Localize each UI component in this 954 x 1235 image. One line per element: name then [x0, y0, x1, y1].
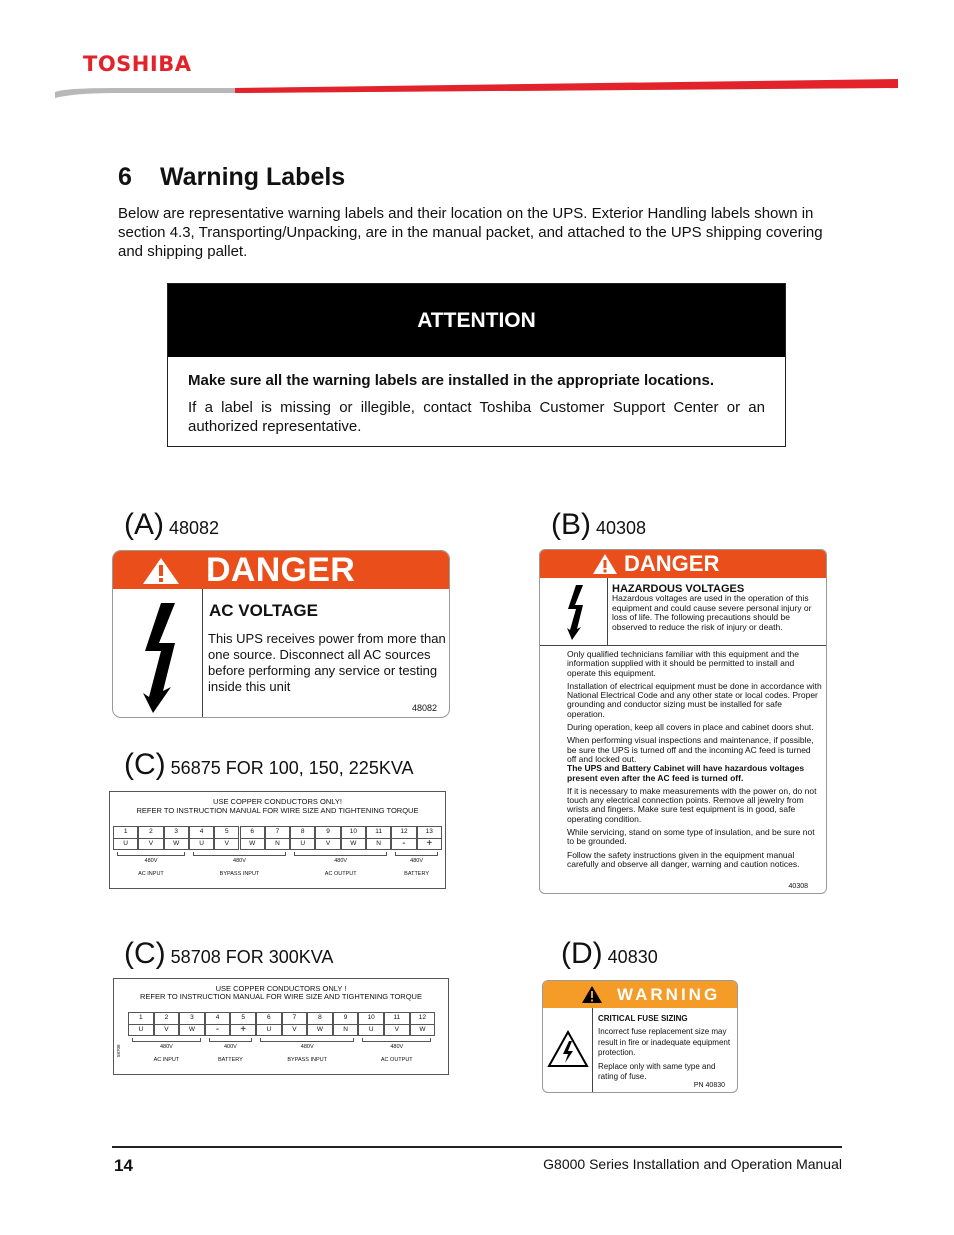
- terminal-number: 12: [391, 826, 416, 838]
- label-b-part-number: 40308: [788, 883, 808, 890]
- terminal-group-bracket: [209, 1038, 252, 1042]
- caption-a-letter: (A): [124, 508, 164, 541]
- lightning-bolt-icon: [141, 601, 181, 713]
- terminal-phase: V: [384, 1024, 410, 1036]
- terminal-phase: U: [256, 1024, 282, 1036]
- manual-title: G8000 Series Installation and Operation Manual: [543, 1156, 842, 1172]
- caption-c2-code: 58708 FOR 300KVA: [170, 947, 334, 967]
- label-b-heading-text: Hazardous voltages are used in the operation of this equipment and could cause severe personal injury or loss of life. The following precautions should be observed to reduce the risk of injury or death.: [612, 593, 812, 632]
- label-b-paragraph: Installation of electrical equipment must be done in accordance with National Electrical Code and any other state or local codes. Proper grounding and conductor sizing must be installed for safe operation.: [567, 680, 822, 719]
- label-b-body: [567, 650, 822, 873]
- terminal-voltage: 480V: [410, 858, 424, 864]
- caption-c1-code: 56875 FOR 100, 150, 225KVA: [170, 758, 414, 778]
- caption-a-code: 48082: [169, 518, 220, 538]
- terminal-voltage: 400V: [223, 1044, 237, 1050]
- lightning-bolt-icon: [566, 584, 586, 640]
- terminal-voltage: 480V: [144, 858, 158, 864]
- terminal-number: 6: [256, 1012, 282, 1024]
- caption-c2-letter: (C): [124, 937, 166, 970]
- terminal-group-bracket: [362, 1038, 431, 1042]
- header-swoosh-bar: [55, 78, 898, 98]
- terminal-number: 7: [282, 1012, 308, 1024]
- electric-hazard-icon: [547, 1030, 589, 1068]
- terminal-group-bracket: [294, 852, 387, 856]
- terminal-number: 2: [154, 1012, 180, 1024]
- warning-triangle-icon: [581, 985, 603, 1004]
- caption-b: [551, 508, 646, 542]
- terminal-phase: W: [179, 1024, 205, 1036]
- terminal-phase: W: [164, 838, 189, 850]
- terminal-phase: +: [230, 1024, 256, 1036]
- terminal-group-label: BYPASS INPUT: [219, 871, 260, 877]
- label-d-part-number: PN 40830: [693, 1082, 725, 1089]
- terminal-number: 2: [138, 826, 163, 838]
- terminal-group-label: AC INPUT: [138, 871, 164, 877]
- terminal-phase: +: [417, 838, 442, 850]
- label-b-paragraph: If it is necessary to make measurements with the power on, do not touch any electrical connection points. Remove all jewelry from wrists and fingers. Make sure test equipment is in good, safe operating condition.: [567, 785, 817, 824]
- terminal-phase: U: [358, 1024, 384, 1036]
- footer-rule: [112, 1146, 842, 1148]
- terminal-number: 10: [358, 1012, 384, 1024]
- terminal-voltage: 480V: [300, 1044, 314, 1050]
- terminal-voltage: 480V: [390, 1044, 404, 1050]
- label-b-heading: HAZARDOUS VOLTAGES: [612, 583, 745, 595]
- terminal-label-c2: [113, 978, 449, 1075]
- caption-a: [124, 508, 219, 542]
- label-b-title: DANGER: [624, 551, 720, 576]
- terminal-group-bracket: [132, 1038, 201, 1042]
- attention-title: ATTENTION: [168, 284, 785, 357]
- danger-label-a: [112, 550, 450, 718]
- terminal-number: 8: [290, 826, 315, 838]
- caption-d-letter: (D): [561, 937, 603, 970]
- terminal-phase: V: [138, 838, 163, 850]
- terminal-phase: U: [189, 838, 214, 850]
- intro-paragraph: Below are representative warning labels and their location on the UPS. Exterior Handling labels shown in section 4.3, Transporting/Unpacking, are in the manual packet, and attached to the UPS shipping covering and shipping pallet.: [118, 205, 823, 260]
- attention-text: If a label is missing or illegible, contact Toshiba Customer Support Center or an authorized representative.: [188, 399, 765, 435]
- terminal-phase: V: [282, 1024, 308, 1036]
- terminal-number: 3: [164, 826, 189, 838]
- terminal-phase: N: [333, 1024, 359, 1036]
- toshiba-logo: TOSHIBA: [83, 52, 192, 76]
- terminal-phase: -: [391, 838, 416, 850]
- terminal-number: 9: [315, 826, 340, 838]
- terminal-number: 11: [384, 1012, 410, 1024]
- label-b-bold-paragraph: The UPS and Battery Cabinet will have hazardous voltages present even after the AC feed is turned off.: [567, 763, 805, 783]
- label-a-title: DANGER: [206, 550, 356, 589]
- terminal-phase: U: [113, 838, 138, 850]
- terminal-number: 7: [265, 826, 290, 838]
- terminal-number: 11: [366, 826, 391, 838]
- caption-c2: [124, 937, 333, 971]
- page-number: 14: [114, 1156, 133, 1175]
- terminal-group-label: BATTERY: [404, 871, 430, 877]
- terminal-phase: N: [366, 838, 391, 850]
- label-d-text2: Replace only with same type and rating of fuse.: [598, 1061, 716, 1081]
- label-d-text: [598, 1027, 733, 1083]
- danger-label-b: [539, 549, 827, 894]
- section-title: Warning Labels: [160, 163, 346, 191]
- terminal-group-bracket: [193, 852, 286, 856]
- terminal-phase: U: [128, 1024, 154, 1036]
- label-c1-note1: USE COPPER CONDUCTORS ONLY!: [213, 797, 342, 806]
- terminal-phase: U: [290, 838, 315, 850]
- terminal-number: 5: [230, 1012, 256, 1024]
- terminal-number: 9: [333, 1012, 359, 1024]
- terminal-number: 1: [113, 826, 138, 838]
- caption-c1: [124, 748, 414, 782]
- terminal-group-label: AC OUTPUT: [380, 1057, 413, 1063]
- label-a-text: This UPS receives power from more than one source. Disconnect all AC sources before performing any service or testing inside this unit: [208, 631, 446, 694]
- caption-d: [561, 937, 658, 971]
- terminal-voltage: 480V: [159, 1044, 173, 1050]
- label-b-paragraph: While servicing, stand on some type of insulation, and be sure not to be grounded.: [567, 827, 815, 847]
- terminal-number: 6: [240, 826, 265, 838]
- terminal-number: 3: [179, 1012, 205, 1024]
- label-d-title: WARNING: [617, 984, 721, 1004]
- label-c2-note1: USE COPPER CONDUCTORS ONLY !: [215, 984, 347, 993]
- section-number: 6: [118, 163, 132, 191]
- label-d-text1: Incorrect fuse replacement size may result in fire or inadequate equipment protection.: [598, 1027, 731, 1057]
- warning-triangle-icon: [592, 553, 618, 575]
- terminal-number: 5: [214, 826, 239, 838]
- terminal-number: 1: [128, 1012, 154, 1024]
- terminal-phase: W: [307, 1024, 333, 1036]
- attention-bold-text: Make sure all the warning labels are installed in the appropriate locations.: [188, 372, 714, 389]
- terminal-phase: V: [214, 838, 239, 850]
- terminal-group-label: AC OUTPUT: [324, 871, 357, 877]
- label-b-paragraph: During operation, keep all covers in place and cabinet doors shut.: [567, 722, 814, 733]
- warning-triangle-icon: [141, 556, 181, 586]
- label-c2-note2: REFER TO INSTRUCTION MANUAL FOR WIRE SIZE AND TIGHTENING TORQUE: [140, 992, 422, 1001]
- attention-box: [167, 283, 786, 447]
- terminal-group-label: BATTERY: [217, 1057, 243, 1063]
- warning-label-d: [542, 980, 738, 1093]
- terminal-phase: N: [265, 838, 290, 850]
- terminal-group-bracket: [260, 1038, 354, 1042]
- terminal-number: 8: [307, 1012, 333, 1024]
- terminal-voltage: 480V: [334, 858, 348, 864]
- terminal-group-label: AC INPUT: [153, 1057, 180, 1063]
- label-b-paragraph: Only qualified technicians familiar with this equipment and the information supplied with it should be permitted to install and operate this equipment.: [567, 649, 799, 678]
- section-heading: [118, 163, 345, 192]
- terminal-label-c1: [109, 791, 446, 889]
- label-d-subtitle: CRITICAL FUSE SIZING: [598, 1014, 688, 1023]
- label-a-subtitle: AC VOLTAGE: [209, 601, 318, 620]
- caption-b-letter: (B): [551, 508, 591, 541]
- terminal-number: 4: [189, 826, 214, 838]
- terminal-number: 4: [205, 1012, 231, 1024]
- caption-d-code: 40830: [607, 947, 658, 967]
- label-b-paragraph: When performing visual inspections and maintenance, if possible, be sure the UPS is turned off and the incoming AC feed is turned off and locked out.: [567, 735, 814, 764]
- terminal-group-label: BYPASS INPUT: [287, 1057, 328, 1063]
- terminal-phase: W: [341, 838, 366, 850]
- terminal-phase: V: [315, 838, 340, 850]
- terminal-phase: W: [410, 1024, 436, 1036]
- terminal-phase: V: [154, 1024, 180, 1036]
- terminal-group-bracket: [395, 852, 438, 856]
- terminal-number: 13: [417, 826, 442, 838]
- terminal-voltage: 480V: [233, 858, 246, 864]
- label-b-paragraph: Follow the safety instructions given in the equipment manual carefully and observe all danger, warning and caution notices.: [567, 849, 800, 869]
- terminal-phase: -: [205, 1024, 231, 1036]
- label-c1-note2: REFER TO INSTRUCTION MANUAL FOR WIRE SIZE AND TIGHTENING TORQUE: [136, 806, 419, 815]
- caption-c1-letter: (C): [124, 748, 166, 781]
- terminal-number: 12: [410, 1012, 436, 1024]
- terminal-number: 10: [341, 826, 366, 838]
- label-c2-side-code: 58708: [116, 1044, 121, 1057]
- terminal-group-bracket: [117, 852, 185, 856]
- terminal-phase: W: [240, 838, 265, 850]
- caption-b-code: 40308: [596, 518, 647, 538]
- label-a-part-number: 48082: [411, 703, 437, 713]
